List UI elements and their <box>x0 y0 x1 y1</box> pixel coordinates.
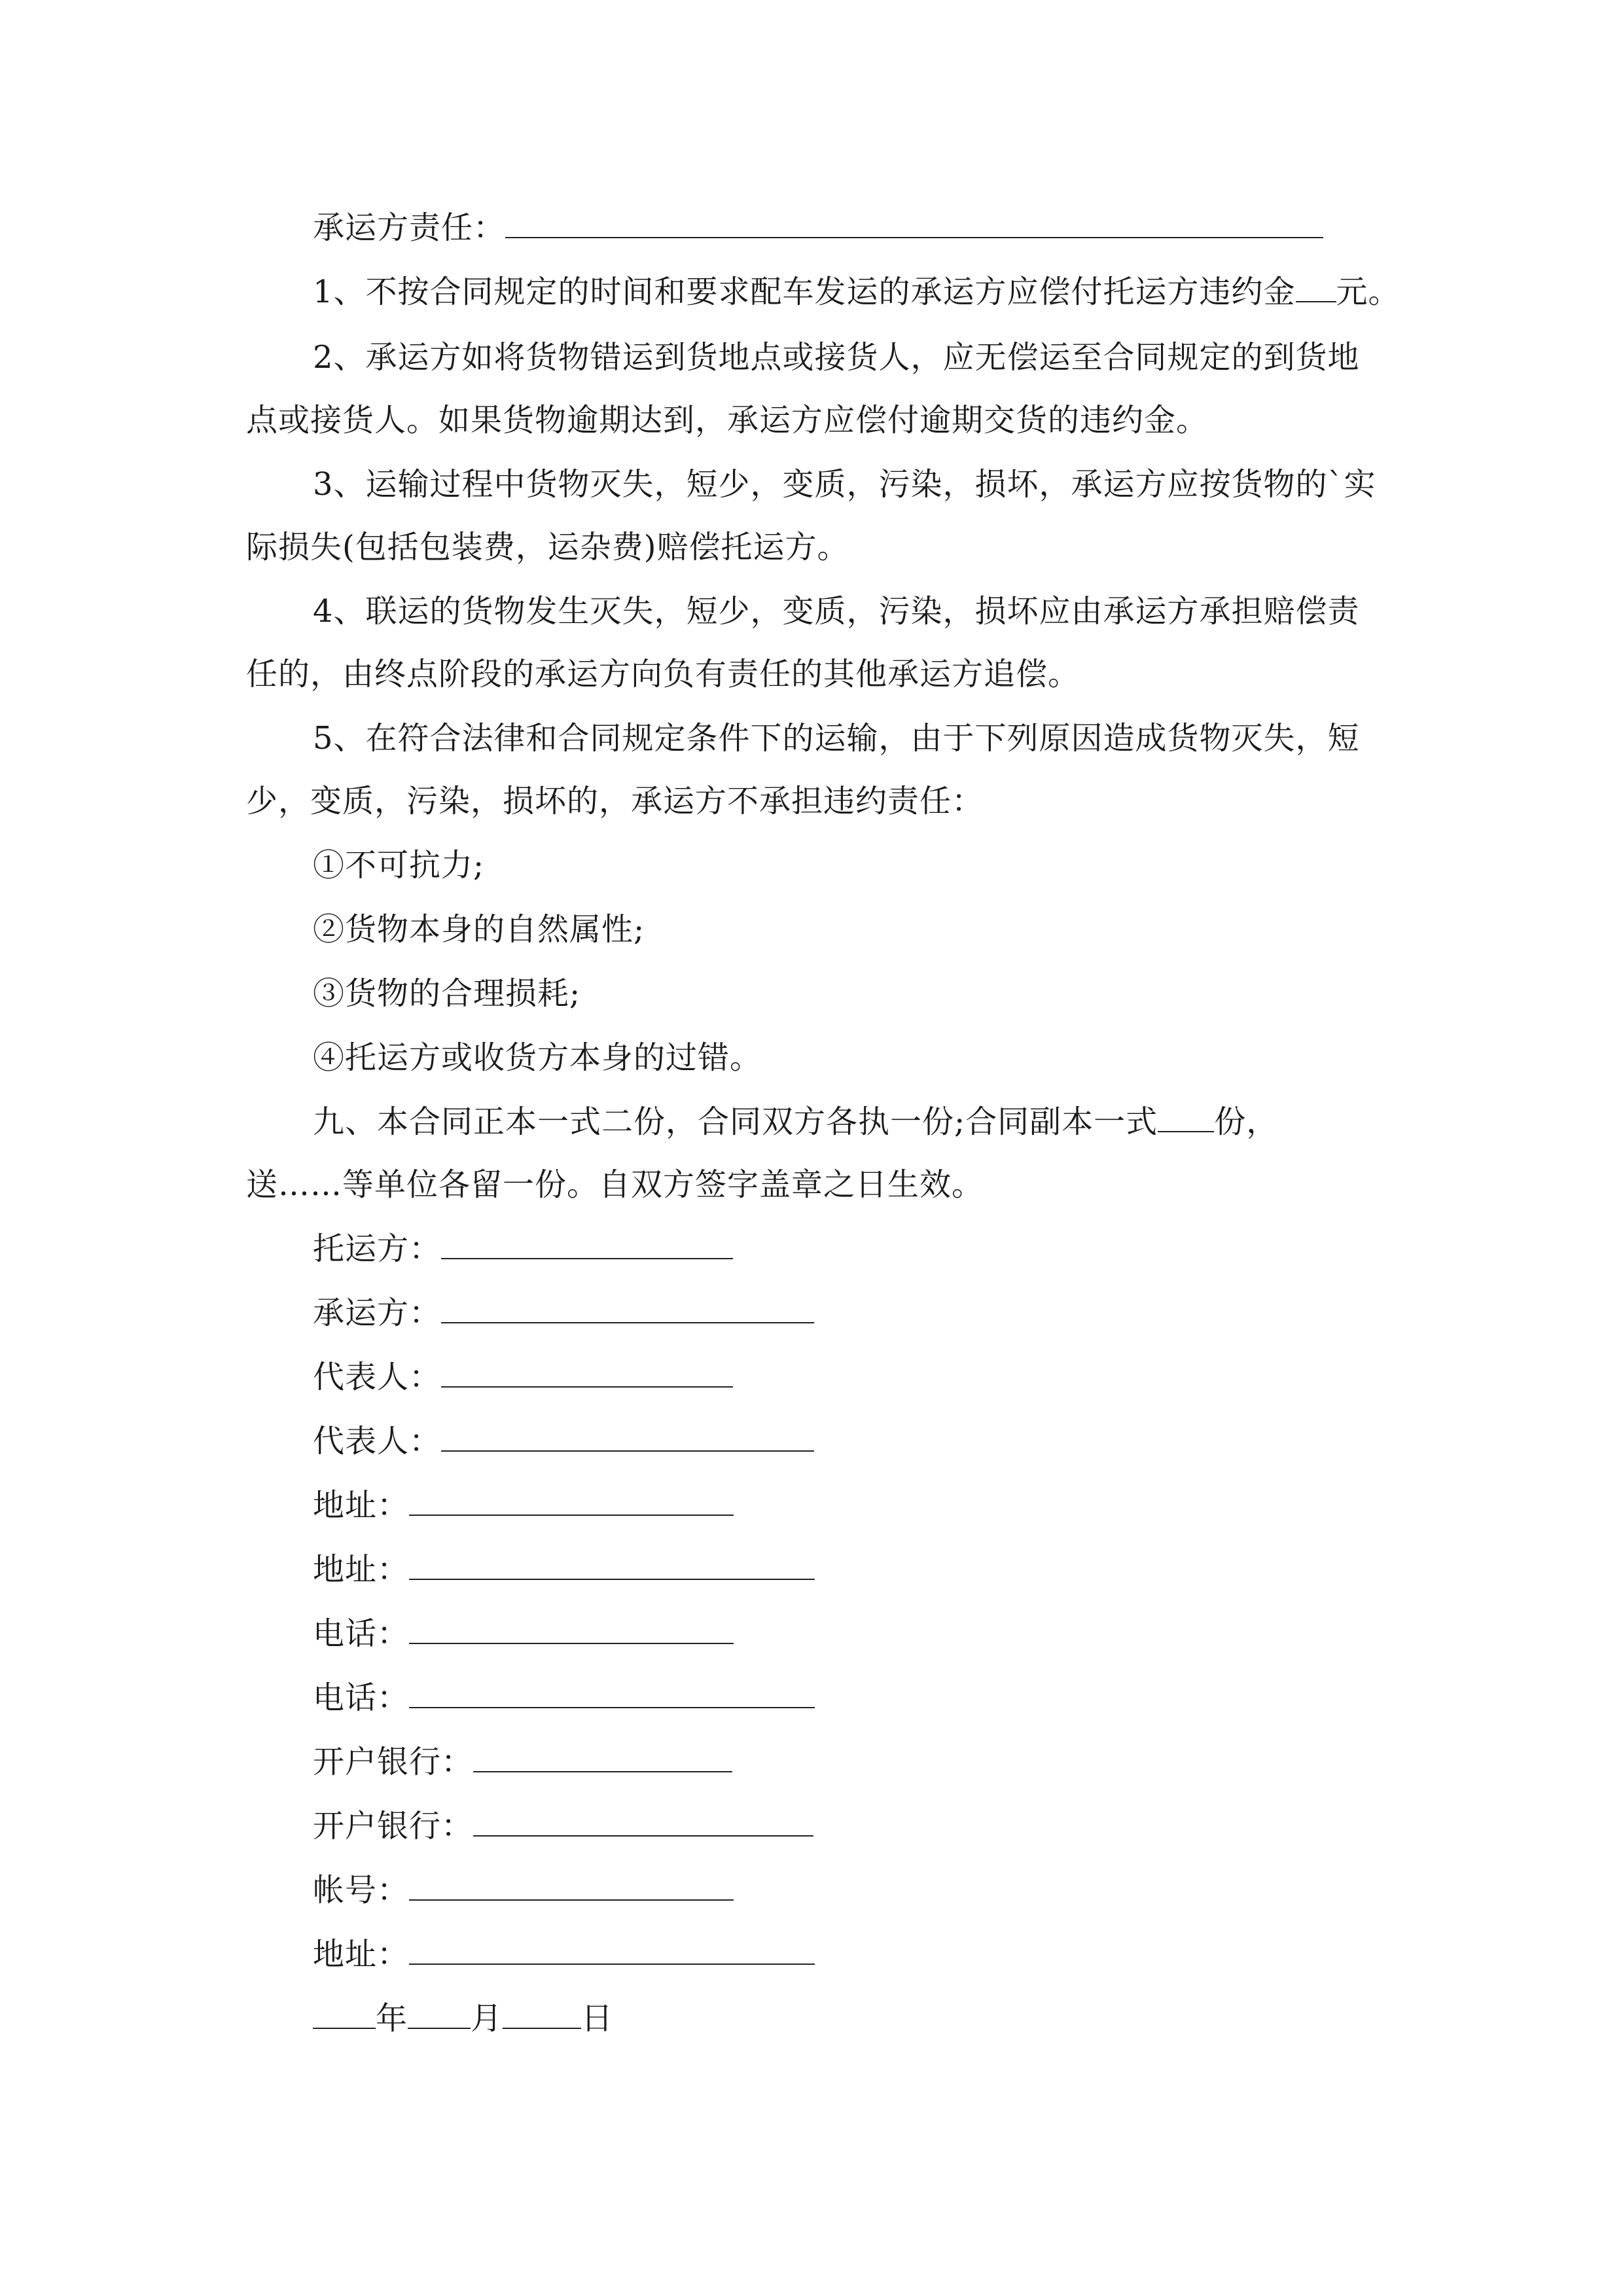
field-blank[interactable] <box>441 1422 814 1452</box>
exemption-item: ③货物的合理损耗; <box>313 975 581 1012</box>
clause-9-text: 九、本合同正本一式二份，合同双方各执一份;合同副本一式 <box>313 1103 1158 1140</box>
carrier-address-field <box>313 1549 815 1590</box>
clause-5-line-2: 少，变质，污染，损坏的，承运方不承担违约责任： <box>246 783 984 819</box>
field-blank[interactable] <box>409 1935 815 1965</box>
field-blank[interactable] <box>473 1806 813 1837</box>
day-blank[interactable] <box>503 1999 581 2029</box>
shipper-bank-field <box>313 1741 732 1783</box>
day-label: 日 <box>581 2000 614 2037</box>
carrier-representative-field <box>313 1420 814 1462</box>
exemption-item: ②货物本身的自然属性; <box>313 911 645 948</box>
field-blank[interactable] <box>409 1678 815 1708</box>
exemption-item: ④托运方或收货方本身的过错。 <box>313 1039 762 1076</box>
carrier-bank-field <box>313 1805 813 1847</box>
field-label: 承运方： <box>313 1295 442 1331</box>
shipper-field <box>313 1228 733 1270</box>
month-label: 月 <box>471 2000 503 2037</box>
clause-2-line-2: 点或接货人。如果货物逾期达到，承运方应偿付逾期交货的违约金。 <box>246 402 1209 439</box>
carrier-phone-field <box>313 1677 815 1719</box>
field-label: 地址： <box>313 1551 410 1588</box>
year-label: 年 <box>376 2000 408 2037</box>
field-blank[interactable] <box>409 1486 734 1516</box>
shipper-address-field <box>313 1484 734 1526</box>
clause-1-suffix: 元。 <box>1336 274 1400 310</box>
year-blank[interactable] <box>313 1999 376 2029</box>
carrier-liability-heading <box>313 207 1323 249</box>
field-blank[interactable] <box>409 1550 815 1580</box>
field-label: 地址： <box>313 1936 410 1973</box>
field-label: 帐号： <box>313 1872 410 1909</box>
clause-5-line-1: 5、在符合法律和合同规定条件下的运输，由于下列原因造成货物灭失，短 <box>313 720 1360 757</box>
field-blank[interactable] <box>473 1742 732 1772</box>
field-blank[interactable] <box>441 1293 814 1323</box>
field-label: 代表人： <box>313 1359 442 1395</box>
clause-1-text: 1、不按合同规定的时间和要求配车发运的承运方应偿付托运方违约金 <box>313 274 1296 310</box>
field-label: 电话： <box>313 1679 410 1716</box>
month-blank[interactable] <box>408 1999 471 2029</box>
clause-9-line-2: 送……等单位各留一份。自双方签字盖章之日生效。 <box>246 1166 984 1203</box>
field-label: 开户银行： <box>313 1808 474 1844</box>
clause-9-line-1 <box>313 1101 1278 1143</box>
field-label: 电话： <box>313 1615 410 1652</box>
account-number-field <box>313 1869 734 1911</box>
clause-2-line-1: 2、承运方如将货物错运到货地点或接货人，应无偿运至合同规定的到货地 <box>313 339 1360 376</box>
carrier-liability-blank <box>505 208 1323 238</box>
shipper-phone-field <box>313 1613 734 1655</box>
shipper-representative-field <box>313 1356 733 1398</box>
date-line <box>313 1998 613 2039</box>
field-blank[interactable] <box>409 1871 734 1901</box>
clause-9-suffix: 份， <box>1214 1103 1279 1140</box>
field-label: 代表人： <box>313 1423 442 1460</box>
address-field <box>313 1933 815 1975</box>
field-label: 地址： <box>313 1487 410 1524</box>
clause-1 <box>313 271 1400 313</box>
field-blank[interactable] <box>441 1229 733 1259</box>
penalty-amount-blank <box>1296 272 1336 302</box>
field-blank[interactable] <box>409 1614 734 1644</box>
carrier-liability-label: 承运方责任： <box>313 209 506 246</box>
carrier-field <box>313 1292 814 1334</box>
clause-4-line-2: 任的，由终点阶段的承运方向负有责任的其他承运方追偿。 <box>246 656 1080 692</box>
clause-3-line-2: 际损失(包括包装费，运杂费)赔偿托运方。 <box>246 529 849 565</box>
field-label: 开户银行： <box>313 1744 474 1780</box>
exemption-item: ①不可抗力; <box>313 847 485 884</box>
field-blank[interactable] <box>441 1357 733 1388</box>
copies-count-blank <box>1158 1102 1214 1132</box>
clause-3-line-1: 3、运输过程中货物灭失，短少，变质，污染，损坏，承运方应按货物的`实 <box>313 466 1376 503</box>
clause-4-line-1: 4、联运的货物发生灭失，短少，变质，污染，损坏应由承运方承担赔偿责 <box>313 593 1360 630</box>
field-label: 托运方： <box>313 1230 442 1267</box>
